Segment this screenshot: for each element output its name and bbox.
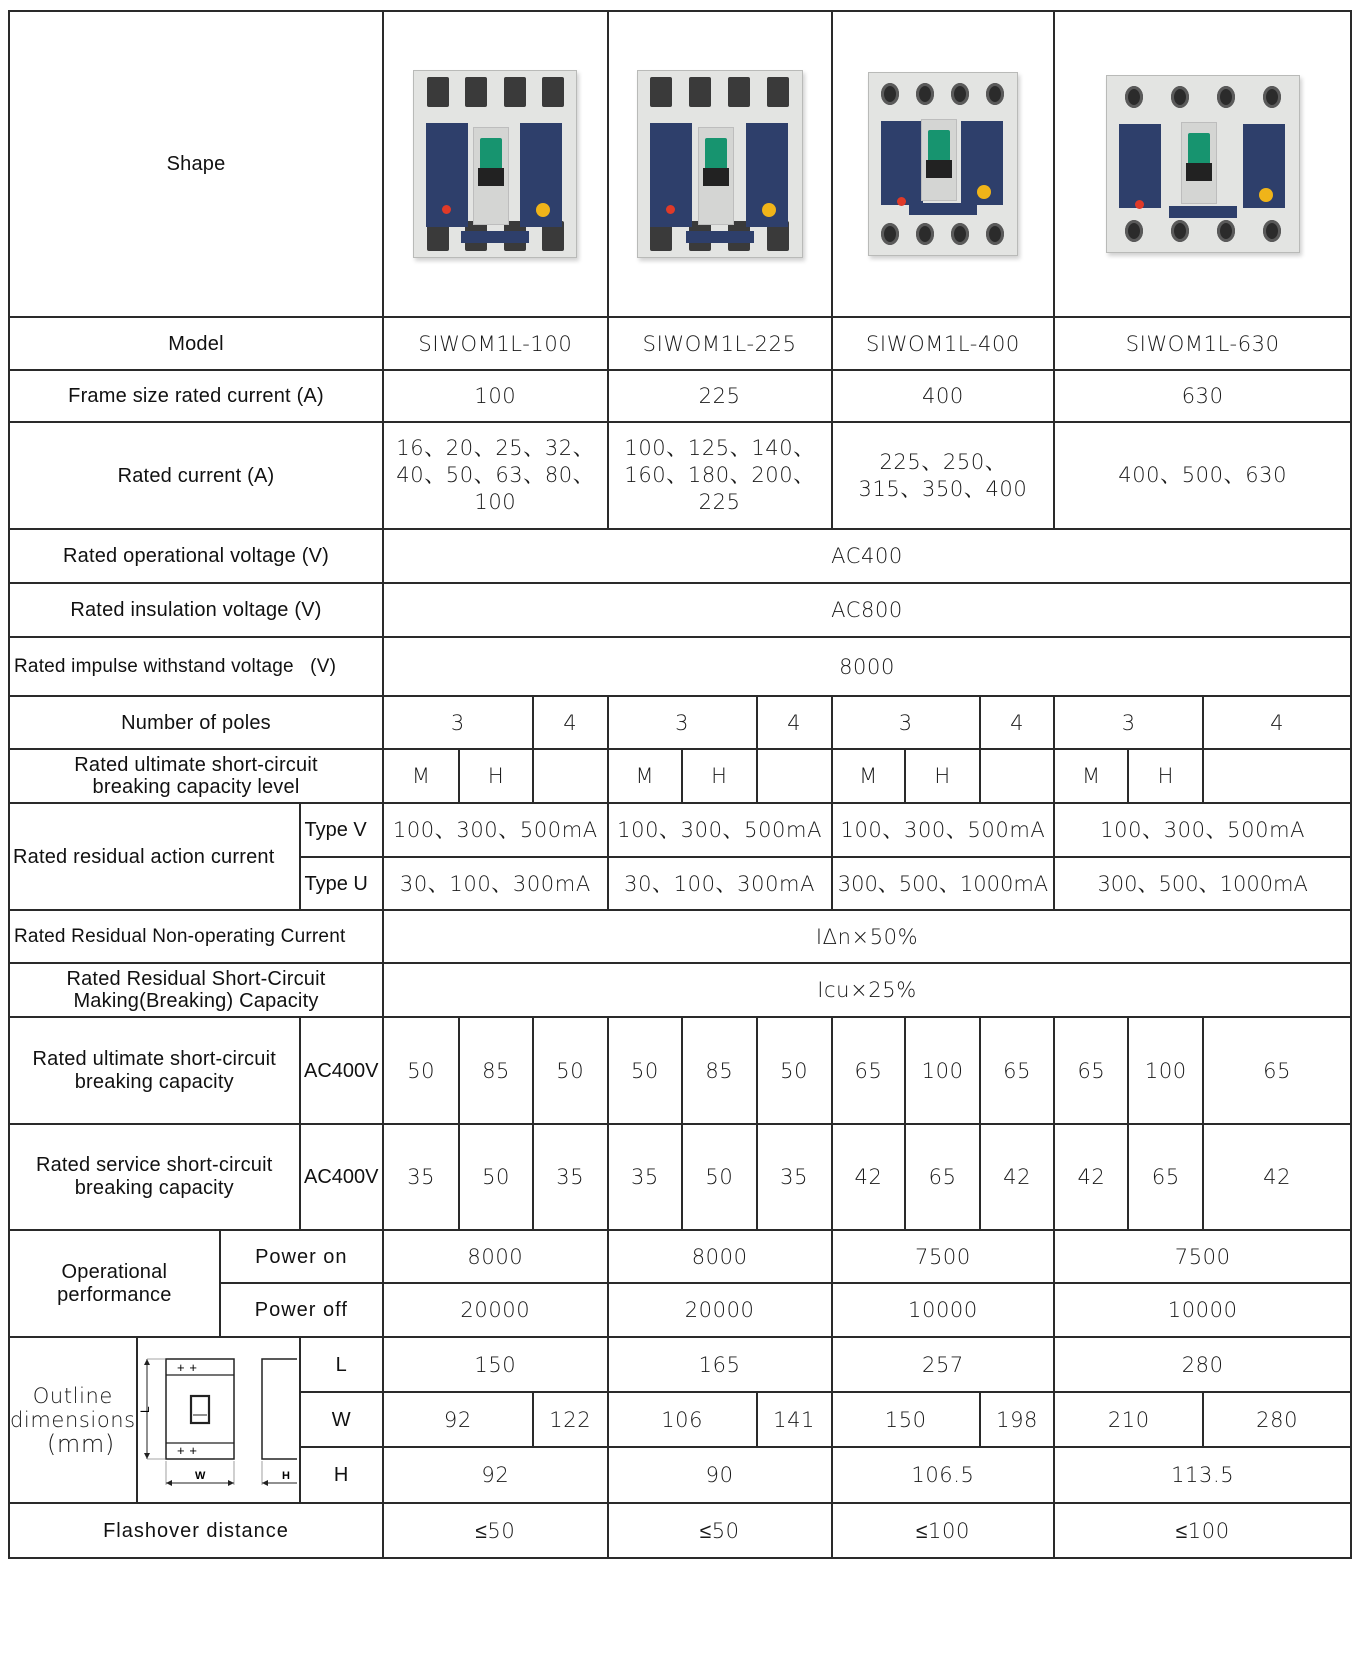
dim-l-cell: 257 — [832, 1337, 1055, 1392]
poles-3: 3 — [608, 696, 757, 749]
type-u-cell: 30、100、300mA — [608, 857, 832, 910]
label-ac400v: AC400V — [300, 1017, 383, 1124]
outline-diagram — [137, 1337, 300, 1503]
dim-w-cell: 198 — [980, 1392, 1054, 1447]
handle-housing — [473, 127, 509, 225]
shape-cell-400 — [832, 11, 1055, 317]
ultimate-cell: 65 — [980, 1017, 1054, 1124]
ultimate-cell: 85 — [459, 1017, 532, 1124]
label-shape: Shape — [9, 11, 383, 317]
label-residual-making — [9, 963, 383, 1017]
row-rated-current — [9, 422, 1351, 529]
rated-current-line: 40、50、63、80、 — [396, 463, 595, 487]
dim-l-cell: 150 — [383, 1337, 608, 1392]
row-impulse-voltage — [9, 637, 1351, 696]
terminal-row — [1111, 214, 1295, 248]
service-cell: 42 — [832, 1124, 906, 1230]
dim-l-cell: 165 — [608, 1337, 832, 1392]
handle-housing — [698, 127, 734, 225]
level-m: M — [383, 749, 459, 803]
model-cell: SIWOM1L-400 — [832, 317, 1055, 370]
rated-current-line: 100、125、140、 — [624, 436, 815, 460]
level-h: H — [905, 749, 979, 803]
label-line: Operational — [61, 1260, 168, 1283]
dim-w-cell: 106 — [608, 1392, 757, 1447]
impulse-voltage-value: 8000 — [383, 637, 1351, 696]
label-line: dimensions — [10, 1408, 136, 1432]
level-blank — [757, 749, 832, 803]
non-operating-value: IΔn×50% — [383, 910, 1351, 963]
poles-4: 4 — [533, 696, 608, 749]
handle-housing — [1181, 122, 1217, 204]
label-insulation-voltage: Rated insulation voltage (V) — [9, 583, 383, 637]
service-cell: 50 — [682, 1124, 756, 1230]
label-line: (mm) — [46, 1430, 115, 1458]
label-line: performance — [57, 1283, 172, 1306]
rated-current-cell — [608, 422, 832, 529]
dim-h-cell: 90 — [608, 1447, 832, 1503]
outline-dimensions-diagram — [139, 1343, 297, 1493]
switch-handle-icon — [480, 138, 502, 170]
row-ultimate-capacity — [9, 1017, 1351, 1124]
side-view-outline — [262, 1359, 297, 1459]
test-button-icon — [977, 185, 991, 199]
label-line: Rated Residual Short-Circuit — [66, 968, 326, 990]
diagram-label-w: W — [195, 1469, 207, 1482]
label-outline — [9, 1337, 137, 1503]
label-model: Model — [9, 317, 383, 370]
label-line: Making(Breaking) Capacity — [73, 990, 319, 1012]
terminal-row — [873, 77, 1013, 111]
type-u-cell: 300、500、1000mA — [832, 857, 1055, 910]
row-insulation-voltage — [9, 583, 1351, 637]
power-on-cell: 7500 — [1054, 1230, 1351, 1283]
poles-4: 4 — [980, 696, 1054, 749]
label-service-capacity — [9, 1124, 300, 1230]
label-type-u: Type U — [300, 857, 383, 910]
indicator-light-icon — [1135, 200, 1144, 209]
test-button-icon — [762, 203, 776, 217]
dim-h-cell: 106.5 — [832, 1447, 1055, 1503]
model-cell: SIWOM1L-225 — [608, 317, 832, 370]
label-line: Rated ultimate short-circuit — [74, 754, 318, 776]
level-m: M — [608, 749, 682, 803]
dim-w-cell: 210 — [1054, 1392, 1203, 1447]
label-frame-current: Frame size rated current (A) — [9, 370, 383, 422]
type-u-cell: 300、500、1000mA — [1054, 857, 1351, 910]
insulation-voltage-value: AC800 — [383, 583, 1351, 637]
lever-icon — [1186, 163, 1212, 181]
model-cell: SIWOM1L-100 — [383, 317, 608, 370]
level-m: M — [832, 749, 906, 803]
row-type-v — [9, 803, 1351, 857]
row-frame-current — [9, 370, 1351, 422]
indicator-light-icon — [897, 197, 906, 206]
flashover-cell: ≤50 — [608, 1503, 832, 1558]
poles-4: 4 — [757, 696, 832, 749]
label-panel — [881, 121, 923, 205]
flashover-cell: ≤100 — [1054, 1503, 1351, 1558]
frame-current-cell: 225 — [608, 370, 832, 422]
ultimate-cell: 65 — [1054, 1017, 1128, 1124]
handle-housing — [921, 119, 957, 201]
terminal-row — [418, 75, 572, 109]
row-residual-making — [9, 963, 1351, 1017]
power-off-cell: 20000 — [608, 1283, 832, 1337]
rated-current-cell — [1054, 422, 1351, 529]
power-off-cell: 10000 — [1054, 1283, 1351, 1337]
terminal-row — [1111, 80, 1295, 114]
shape-cell-630 — [1054, 11, 1351, 317]
dim-w-cell: 150 — [832, 1392, 980, 1447]
breaker-photo-225 — [637, 70, 803, 258]
rated-current-line: 315、350、400 — [858, 476, 1028, 501]
rated-current-line: 400、500、630 — [1118, 463, 1288, 487]
label-panel — [1119, 124, 1161, 208]
level-h: H — [682, 749, 756, 803]
rated-current-line: 16、20、25、32、 — [396, 436, 595, 460]
level-blank — [980, 749, 1054, 803]
breaker-photo-400 — [868, 72, 1018, 256]
label-line: Rated ultimate short-circuit — [32, 1047, 276, 1070]
level-blank — [1203, 749, 1351, 803]
service-cell: 42 — [1203, 1124, 1351, 1230]
spec-sheet — [8, 10, 1352, 1559]
service-cell: 35 — [608, 1124, 682, 1230]
dim-w-cell: 92 — [383, 1392, 533, 1447]
service-cell: 65 — [905, 1124, 979, 1230]
dim-w-cell: 122 — [533, 1392, 608, 1447]
rated-current-cell — [383, 422, 608, 529]
power-off-cell: 20000 — [383, 1283, 608, 1337]
label-dim-l: L — [300, 1337, 383, 1392]
dim-h-cell: 113.5 — [1054, 1447, 1351, 1503]
terminal-plus-icon: + + — [177, 1442, 198, 1458]
poles-3: 3 — [1054, 696, 1203, 749]
poles-4: 4 — [1203, 696, 1351, 749]
label-ultimate-capacity — [9, 1017, 300, 1124]
indicator-light-icon — [666, 205, 675, 214]
switch-handle-icon — [1188, 133, 1210, 165]
label-ultimate-level — [9, 749, 383, 803]
ultimate-cell: 65 — [832, 1017, 906, 1124]
service-cell: 50 — [459, 1124, 532, 1230]
arrow-icon — [144, 1359, 150, 1365]
ultimate-cell: 50 — [757, 1017, 832, 1124]
label-line: Outline — [32, 1384, 113, 1408]
label-power-off: Power off — [220, 1283, 383, 1337]
rated-current-line: 225 — [698, 490, 741, 514]
test-button-icon — [1259, 188, 1273, 202]
ultimate-cell: 50 — [608, 1017, 682, 1124]
rated-current-line: 225、250、 — [879, 449, 1007, 474]
shape-cell-100 — [383, 11, 608, 317]
label-type-v: Type V — [300, 803, 383, 857]
label-ac400v: AC400V — [300, 1124, 383, 1230]
ultimate-cell: 50 — [383, 1017, 459, 1124]
level-h: H — [1128, 749, 1203, 803]
service-cell: 42 — [1054, 1124, 1128, 1230]
poles-3: 3 — [832, 696, 980, 749]
label-line: breaking capacity — [74, 1070, 234, 1093]
switch-handle-icon — [928, 130, 950, 162]
power-off-cell: 10000 — [832, 1283, 1055, 1337]
rated-current-line: 160、180、200、 — [624, 463, 815, 487]
row-shape — [9, 11, 1351, 317]
power-on-cell: 7500 — [832, 1230, 1055, 1283]
nameplate — [461, 231, 529, 243]
service-cell: 35 — [757, 1124, 832, 1230]
dim-w-cell: 141 — [757, 1392, 832, 1447]
nameplate — [1169, 206, 1237, 218]
dim-h-cell: 92 — [383, 1447, 608, 1503]
row-non-operating — [9, 910, 1351, 963]
handle-icon — [191, 1396, 209, 1423]
rated-current-cell — [832, 422, 1055, 529]
ultimate-cell: 65 — [1203, 1017, 1351, 1124]
terminal-plus-icon: + + — [177, 1359, 198, 1375]
label-line: Rated service short-circuit — [35, 1154, 273, 1176]
type-v-cell: 100、300、500mA — [832, 803, 1055, 857]
level-m: M — [1054, 749, 1128, 803]
service-cell: 65 — [1128, 1124, 1203, 1230]
ultimate-cell: 85 — [682, 1017, 756, 1124]
lever-icon — [703, 168, 729, 186]
frame-current-cell: 630 — [1054, 370, 1351, 422]
model-cell: SIWOM1L-630 — [1054, 317, 1351, 370]
label-flashover: Flashover distance — [9, 1503, 383, 1558]
nameplate — [686, 231, 754, 243]
label-impulse-voltage: Rated impulse withstand voltage (V) — [9, 637, 383, 696]
lever-icon — [926, 160, 952, 178]
type-v-cell: 100、300、500mA — [383, 803, 608, 857]
ultimate-cell: 100 — [905, 1017, 979, 1124]
row-dim-l — [9, 1337, 1351, 1392]
breaker-photo-100 — [413, 70, 577, 258]
poles-3: 3 — [383, 696, 533, 749]
row-ultimate-level — [9, 749, 1351, 803]
label-dim-h: H — [300, 1447, 383, 1503]
label-dim-w: W — [300, 1392, 383, 1447]
label-residual-action: Rated residual action current — [9, 803, 300, 910]
label-non-operating: Rated Residual Non-operating Current — [9, 910, 383, 963]
row-poles — [9, 696, 1351, 749]
shape-cell-225 — [608, 11, 832, 317]
dim-l-cell: 280 — [1054, 1337, 1351, 1392]
label-line: breaking capacity level — [92, 776, 300, 798]
service-cell: 35 — [533, 1124, 608, 1230]
flashover-cell: ≤50 — [383, 1503, 608, 1558]
level-blank — [533, 749, 608, 803]
switch-handle-icon — [705, 138, 727, 170]
power-on-cell: 8000 — [608, 1230, 832, 1283]
row-model — [9, 317, 1351, 370]
label-line: breaking capacity — [74, 1177, 234, 1199]
terminal-row — [642, 75, 798, 109]
breaker-photo-630 — [1106, 75, 1300, 253]
type-u-cell: 30、100、300mA — [383, 857, 608, 910]
arrow-icon — [144, 1453, 150, 1459]
type-v-cell: 100、300、500mA — [1054, 803, 1351, 857]
label-poles: Number of poles — [9, 696, 383, 749]
residual-making-value: Icu×25% — [383, 963, 1351, 1017]
row-flashover — [9, 1503, 1351, 1558]
flashover-cell: ≤100 — [832, 1503, 1055, 1558]
row-service-capacity — [9, 1124, 1351, 1230]
label-operational-voltage: Rated operational voltage (V) — [9, 529, 383, 583]
label-rated-current: Rated current (A) — [9, 422, 383, 529]
frame-current-cell: 400 — [832, 370, 1055, 422]
operational-voltage-value: AC400 — [383, 529, 1351, 583]
row-power-on — [9, 1230, 1351, 1283]
diagram-label-l: L — [139, 1405, 153, 1413]
label-power-on: Power on — [220, 1230, 383, 1283]
rated-current-line: 100 — [474, 490, 517, 514]
type-v-cell: 100、300、500mA — [608, 803, 832, 857]
terminal-row — [873, 217, 1013, 251]
ultimate-cell: 100 — [1128, 1017, 1203, 1124]
frame-current-cell: 100 — [383, 370, 608, 422]
power-on-cell: 8000 — [383, 1230, 608, 1283]
row-operational-voltage — [9, 529, 1351, 583]
lever-icon — [478, 168, 504, 186]
level-h: H — [459, 749, 532, 803]
label-operational — [9, 1230, 220, 1337]
nameplate — [909, 203, 977, 215]
dim-w-cell: 280 — [1203, 1392, 1351, 1447]
service-cell: 42 — [980, 1124, 1054, 1230]
diagram-label-h: H — [282, 1469, 291, 1482]
ultimate-cell: 50 — [533, 1017, 608, 1124]
spec-table — [8, 10, 1352, 1559]
service-cell: 35 — [383, 1124, 459, 1230]
